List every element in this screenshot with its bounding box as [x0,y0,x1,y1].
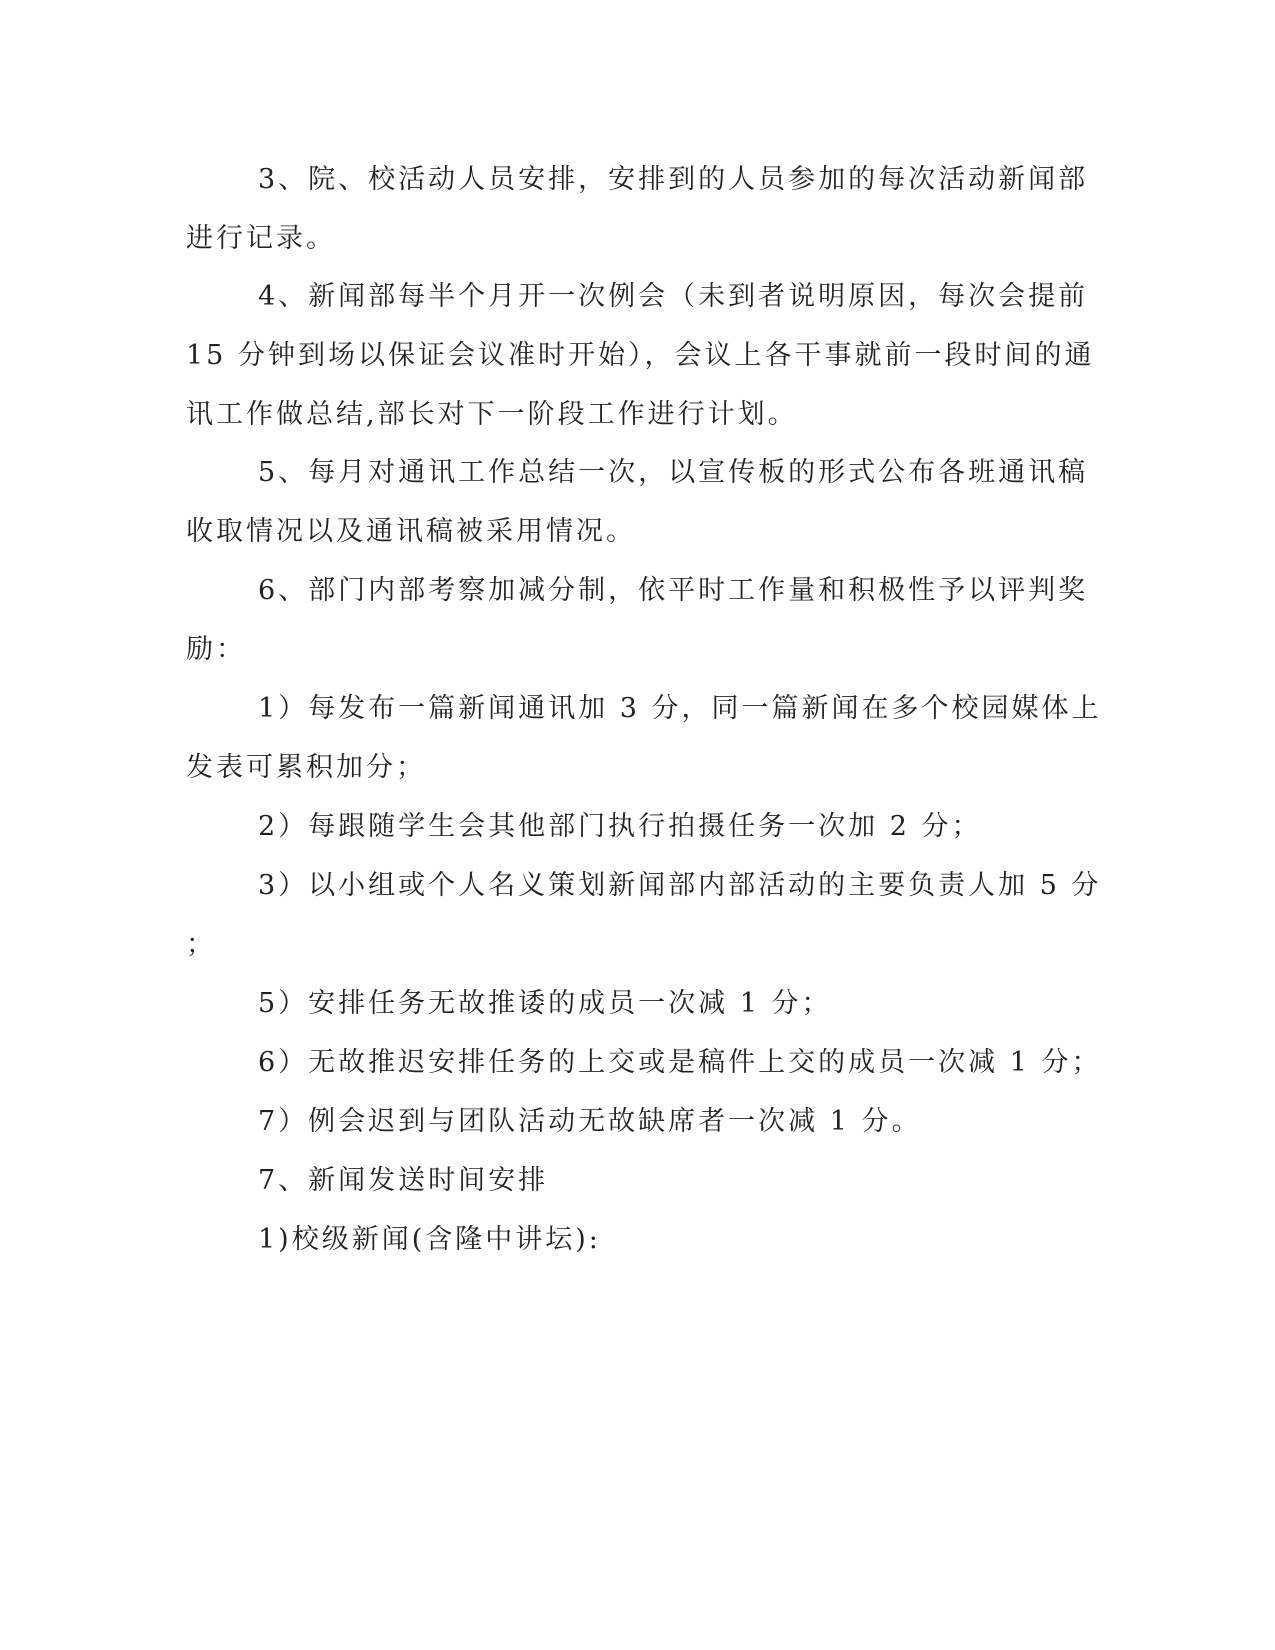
text-line: 收取情况以及通讯稿被采用情况。 [186,516,636,547]
text-line: 4、新闻部每半个月开一次例会（未到者说明原因，每次会提前 [258,281,1089,312]
text-line: 6）无故推迟安排任务的上交或是稿件上交的成员一次减 1 分； [258,1047,1102,1078]
text-line: 15 分钟到场以保证会议准时开始），会议上各干事就前一段时间的通 [186,340,1095,371]
text-line: 5）安排任务无故推诿的成员一次减 1 分； [258,988,832,1019]
text-line: 1)校级新闻(含隆中讲坛): [258,1224,601,1255]
text-line: 发表可累积加分； [186,752,426,783]
text-line: 7）例会迟到与团队活动无故缺席者一次减 1 分。 [258,1106,922,1137]
text-line: 进行记录。 [186,223,336,254]
text-line: 5、每月对通讯工作总结一次，以宣传板的形式公布各班通讯稿 [258,457,1089,488]
text-line: 3、院、校活动人员安排，安排到的人员参加的每次活动新闻部 [258,164,1089,195]
text-line: 7、新闻发送时间安排 [258,1165,549,1196]
text-line: 3）以小组或个人名义策划新闻部内部活动的主要负责人加 5 分 [258,870,1102,901]
text-line: 1）每发布一篇新闻通讯加 3 分，同一篇新闻在多个校园媒体上 [258,693,1102,724]
text-line: 6、部门内部考察加减分制，依平时工作量和积极性予以评判奖 [258,575,1089,606]
text-line: 励： [186,634,246,665]
text-line: ； [186,929,216,960]
text-line: 2）每跟随学生会其他部门执行拍摄任务一次加 2 分； [258,811,982,842]
text-line: 讯工作做总结,部长对下一阶段工作进行计划。 [186,399,798,430]
